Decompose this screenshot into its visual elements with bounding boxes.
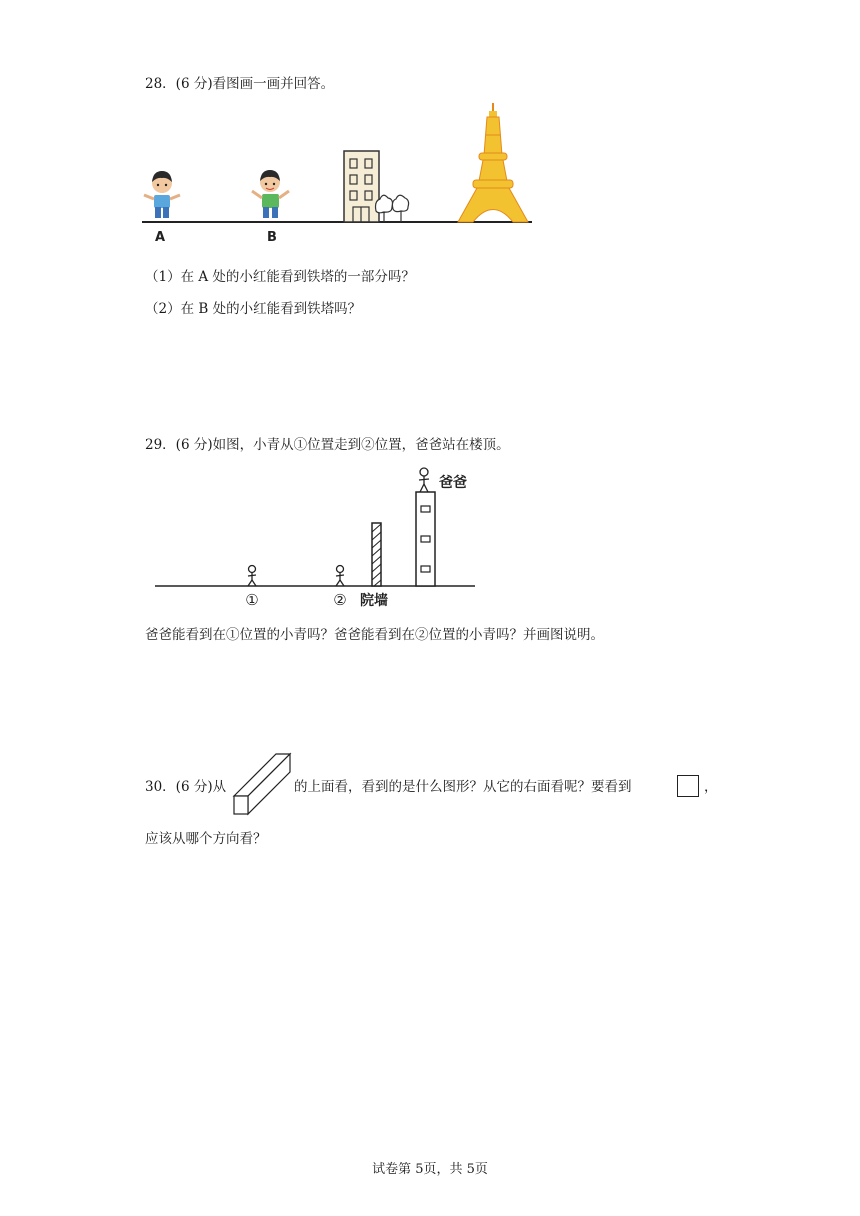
tree-icon — [376, 195, 409, 222]
q28-sub2: （2）在 B 处的小红能看到铁塔吗？ — [145, 301, 362, 317]
label-b: B — [267, 230, 277, 245]
q28-sub1: （1）在 A 处的小红能看到铁塔的一部分吗？ — [145, 269, 415, 285]
dad-label: 爸爸 — [439, 475, 467, 491]
q30-line2: 应该从哪个方向看？ — [145, 831, 267, 847]
label-a: A — [154, 230, 166, 245]
wall-label: 院墙 — [360, 593, 388, 609]
square-figure — [677, 775, 699, 797]
dad-icon — [419, 468, 429, 492]
tall-building-icon — [416, 492, 435, 586]
eiffel-tower-icon — [458, 103, 528, 222]
q30-middle: 的上面看，看到的是什么图形？从它的右面看呢？要看到 — [294, 779, 632, 795]
xiaoqing-pos2-icon — [336, 566, 344, 587]
q29-figure — [150, 462, 490, 612]
child-b-icon — [252, 170, 289, 218]
position-2-label: ② — [333, 591, 347, 609]
child-a-icon — [144, 171, 180, 218]
q28-title: 28．(6 分)看图画一画并回答。 — [145, 76, 335, 92]
q30-prefix: 30．(6 分)从 — [145, 779, 227, 795]
position-1-label: ① — [245, 591, 259, 609]
courtyard-wall-icon — [372, 523, 381, 586]
building-icon — [344, 151, 379, 222]
q29-question: 爸爸能看到在①位置的小青吗？爸爸能看到在②位置的小青吗？并画图说明。 — [145, 627, 604, 643]
q30-suffix: ， — [704, 779, 718, 795]
xiaoqing-pos1-icon — [248, 566, 256, 587]
page-footer: 试卷第 5页，共 5页 — [372, 1162, 488, 1177]
cuboid-figure — [232, 752, 292, 818]
q29-title: 29．(6 分)如图，小青从①位置走到②位置，爸爸站在楼顶。 — [145, 437, 510, 453]
q28-figure — [140, 95, 550, 255]
